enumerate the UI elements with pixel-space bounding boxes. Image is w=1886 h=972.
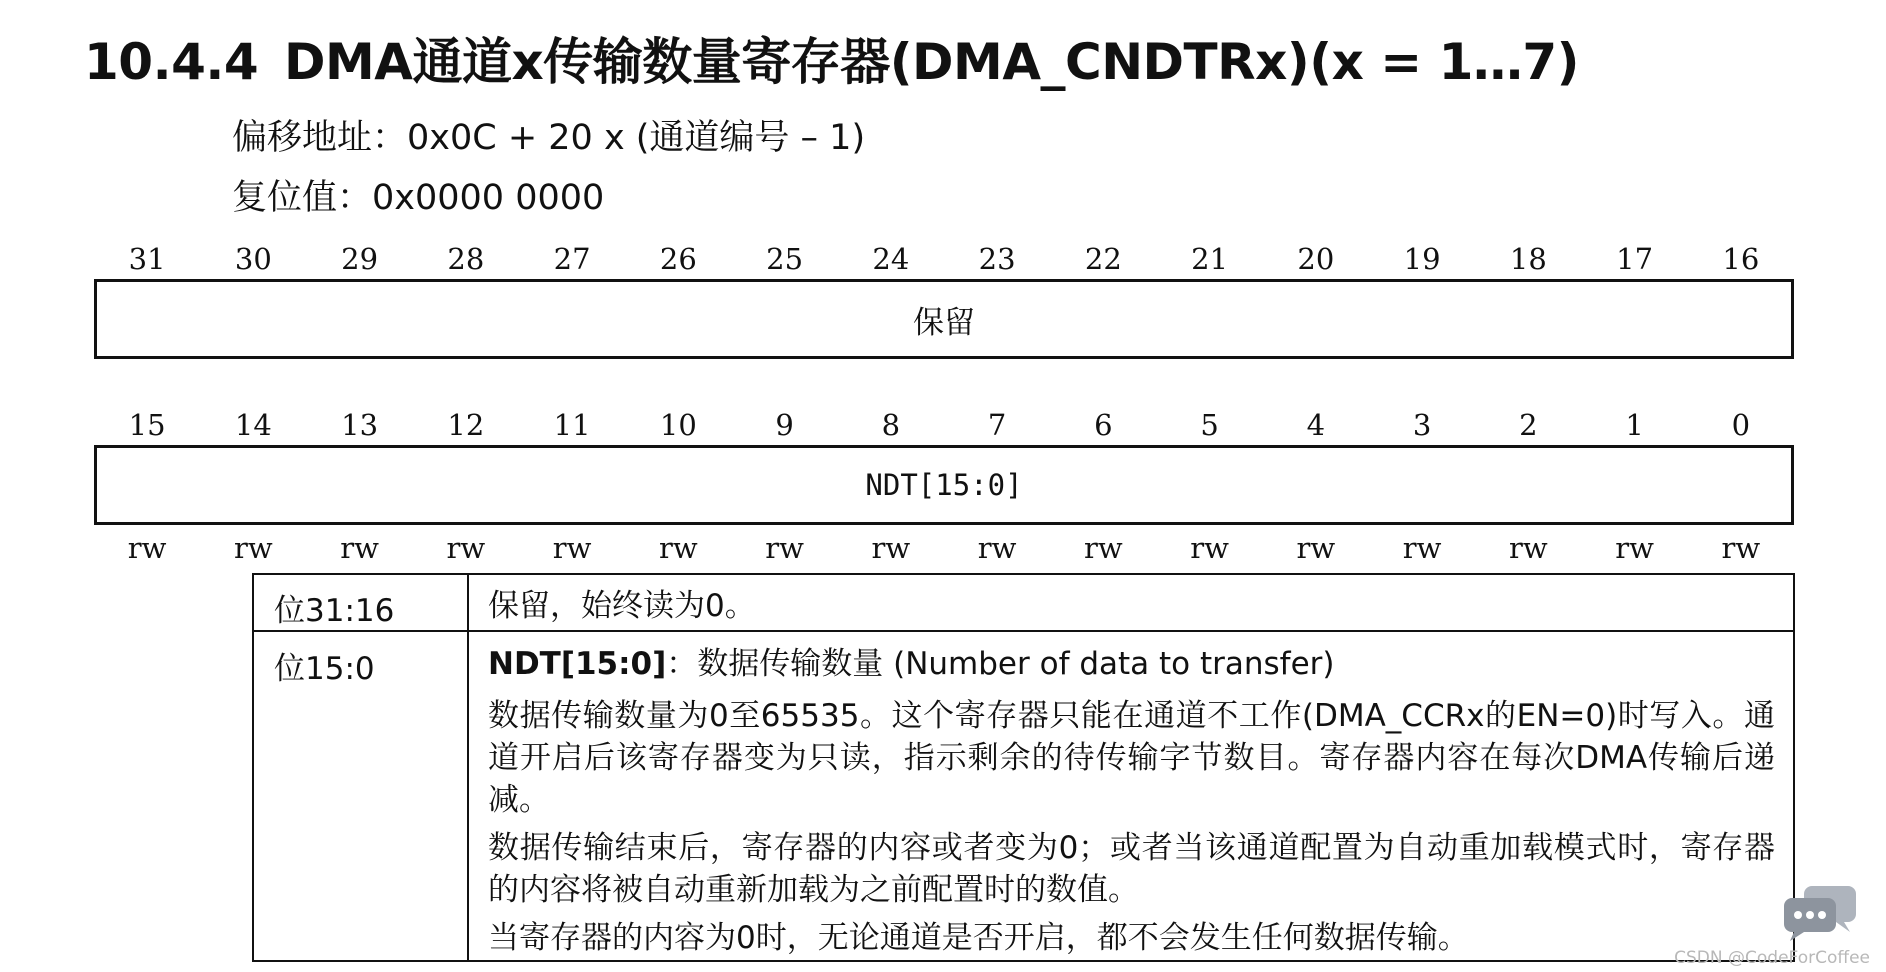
watermark: CSDN @CodeForCoffee [1674,948,1870,968]
bit-number: 9 [775,408,794,442]
bits-description [488,585,1775,633]
bit-number: 11 [553,408,591,442]
access-type: rw [340,531,379,565]
bit-number: 6 [1094,408,1113,442]
field-title: ：数据传输数量 (Number of data to transfer) [666,646,1335,682]
field-label-reserved: 保留 [913,304,975,341]
access-type: rw [552,531,592,565]
access-type: rw [1615,531,1654,565]
access-type: rw [765,531,804,565]
access-type: rw [871,531,911,565]
reset-label: 复位值： [232,178,373,218]
bits-label: 位31:16 [274,593,395,629]
register-field-ndt [94,445,1794,525]
bit-number: 23 [978,242,1016,276]
bit-number: 26 [659,242,697,276]
bit-number: 29 [341,242,379,276]
bit-number: 3 [1412,408,1432,442]
bit-number: 28 [447,242,485,276]
section-number: 10.4.4 [84,33,259,91]
bit-number: 22 [1084,242,1122,276]
bit-numbers-upper [94,242,1794,276]
bit-number: 10 [659,408,697,442]
access-type: rw [1721,531,1761,565]
bit-number: 12 [447,408,485,442]
access-type: rw [977,531,1017,565]
reset-value [232,170,604,220]
table-row [254,575,1793,632]
bit-number: 27 [553,242,591,276]
bit-number: 25 [766,242,804,276]
bit-number: 20 [1297,242,1335,276]
access-type: rw [1084,531,1123,565]
description-paragraph: 当寄存器的内容为0时，无论通道是否开启，都不会发生任何数据传输。 [488,920,1469,956]
reserved-description: 保留，始终读为0。 [488,588,756,624]
access-types [94,531,1794,565]
bit-number: 0 [1731,408,1751,442]
bit-number: 31 [128,242,166,276]
bit-description-table [252,573,1795,962]
bit-number: 24 [872,242,910,276]
bit-number: 5 [1200,408,1219,442]
register-field-reserved [94,279,1794,359]
bit-number: 15 [128,408,166,442]
bit-number: 16 [1722,242,1760,276]
section-heading [84,22,1579,94]
field-name: NDT[15:0] [488,646,667,682]
bit-number: 14 [234,408,272,442]
bit-number: 19 [1403,242,1441,276]
access-type: rw [1509,531,1548,565]
bit-number: 18 [1509,242,1547,276]
offset-value: 0x0C + 20 x (通道编号 – 1) [407,118,866,158]
access-type: rw [1402,531,1442,565]
access-type: rw [234,531,273,565]
bit-numbers-lower [94,408,1794,442]
field-label-ndt: NDT[15:0] [865,468,1023,502]
offset-label: 偏移地址： [232,118,408,158]
section-title: DMA通道x传输数量寄存器(DMA_CNDTRx)(x = 1…7) [284,33,1580,91]
bit-number: 13 [341,408,379,442]
access-type: rw [446,531,486,565]
bit-number: 17 [1616,242,1654,276]
bit-number: 4 [1306,408,1326,442]
description-paragraph: 数据传输数量为0至65535。这个寄存器只能在通道不工作(DMA_CCRx的EN=0)时写入。通道开启后该寄存器变为只读，指示剩余的待传输字节数目。寄存器内容在每次DMA传输后递减。 [488,698,1775,818]
bit-number: 8 [881,408,901,442]
bits-description [488,643,1775,965]
description-paragraph: 数据传输结束后，寄存器的内容或者变为0；或者当该通道配置为自动重加载模式时，寄存器的内容将被自动重新加载为之前配置时的数值。 [488,830,1775,908]
chat-bubble-icon[interactable] [1782,884,1858,942]
bit-number: 30 [234,242,272,276]
bits-label: 位15:0 [274,651,375,687]
field-title-line [488,643,1775,685]
access-type: rw [127,531,167,565]
bit-number: 2 [1519,408,1538,442]
bit-number: 21 [1191,242,1229,276]
access-type: rw [659,531,698,565]
bit-number: 7 [987,408,1007,442]
table-row [254,632,1793,960]
reset-value-text: 0x0000 0000 [372,178,605,218]
offset-address [232,110,865,160]
access-type: rw [1190,531,1229,565]
access-type: rw [1296,531,1336,565]
bit-number: 1 [1625,408,1644,442]
